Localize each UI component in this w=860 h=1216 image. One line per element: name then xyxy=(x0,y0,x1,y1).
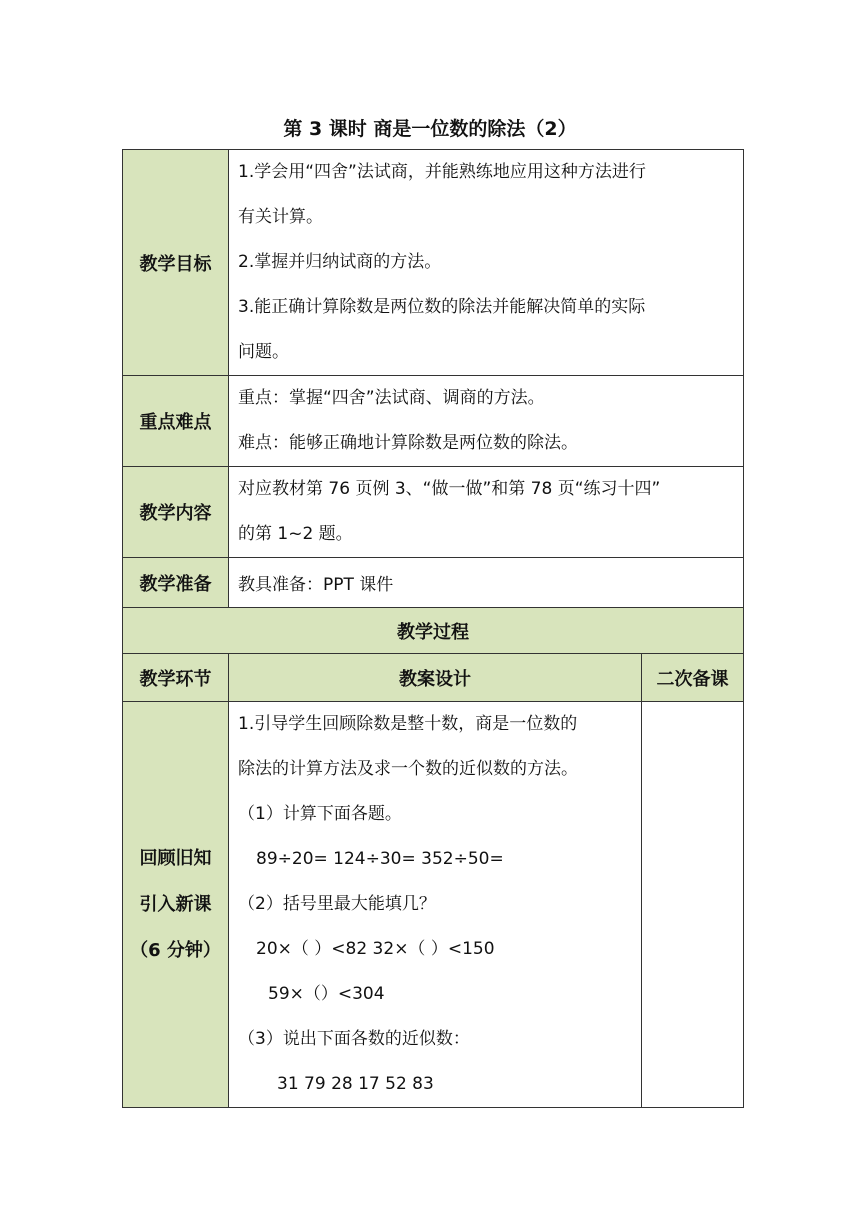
goals-line: 有关计算。 xyxy=(238,207,323,227)
goals-row xyxy=(123,150,744,376)
content-label: 教学内容 xyxy=(123,467,229,558)
column-header-row xyxy=(123,654,744,702)
keypoint-line: 重点：掌握“四舍”法试商、调商的方法。 xyxy=(238,388,545,408)
lesson-title: 第 3 课时 商是一位数的除法（2） xyxy=(283,118,577,140)
design-line: 59×（）<304 xyxy=(268,984,385,1004)
content-text xyxy=(229,467,744,558)
goals-line: 1.学会用“四舍”法试商，并能熟练地应用这种方法进行 xyxy=(238,162,646,182)
design-line: 20×（ ）<82 32×（ ）<150 xyxy=(256,939,495,959)
keypoints-label: 重点难点 xyxy=(123,376,229,467)
review-row xyxy=(123,702,744,1108)
process-header-row xyxy=(123,608,744,654)
content-line: 对应教材第 76 页例 3、“做一做”和第 78 页“练习十四” xyxy=(238,479,661,499)
goals-line: 3.能正确计算除数是两位数的除法并能解决简单的实际 xyxy=(238,297,646,317)
col-header-design: 教案设计 xyxy=(229,654,642,702)
goals-label: 教学目标 xyxy=(123,150,229,376)
design-line: 89÷20= 124÷30= 352÷50= xyxy=(256,849,504,869)
stage-line: 引入新课 xyxy=(139,893,212,915)
keypoints-row xyxy=(123,376,744,467)
col-header-revision: 二次备课 xyxy=(642,654,744,702)
keypoint-line: 难点：能够正确地计算除数是两位数的除法。 xyxy=(238,433,578,453)
design-line: （3）说出下面各数的近似数： xyxy=(238,1029,470,1049)
design-line: 1.引导学生回顾除数是整十数，商是一位数的 xyxy=(238,714,578,734)
prep-text: 教具准备：PPT 课件 xyxy=(229,558,744,608)
prep-label: 教学准备 xyxy=(123,558,229,608)
design-line: （1）计算下面各题。 xyxy=(238,804,402,824)
content-line: 的第 1~2 题。 xyxy=(238,524,353,544)
prep-row xyxy=(123,558,744,608)
process-label: 教学过程 xyxy=(123,608,744,654)
stage-line: 回顾旧知 xyxy=(139,847,212,869)
col-header-stage: 教学环节 xyxy=(123,654,229,702)
design-line: 31 79 28 17 52 83 xyxy=(277,1074,434,1094)
lesson-plan-table xyxy=(122,149,744,1108)
stage-line: （6 分钟） xyxy=(130,939,221,961)
review-design xyxy=(229,702,642,1108)
goals-content xyxy=(229,150,744,376)
design-line: 除法的计算方法及求一个数的近似数的方法。 xyxy=(238,759,578,779)
keypoints-content xyxy=(229,376,744,467)
review-revision-cell xyxy=(642,702,744,1108)
design-line: （2）括号里最大能填几？ xyxy=(238,894,436,914)
review-stage-label xyxy=(123,702,229,1108)
content-row xyxy=(123,467,744,558)
goals-line: 问题。 xyxy=(238,342,289,362)
goals-line: 2.掌握并归纳试商的方法。 xyxy=(238,252,442,272)
